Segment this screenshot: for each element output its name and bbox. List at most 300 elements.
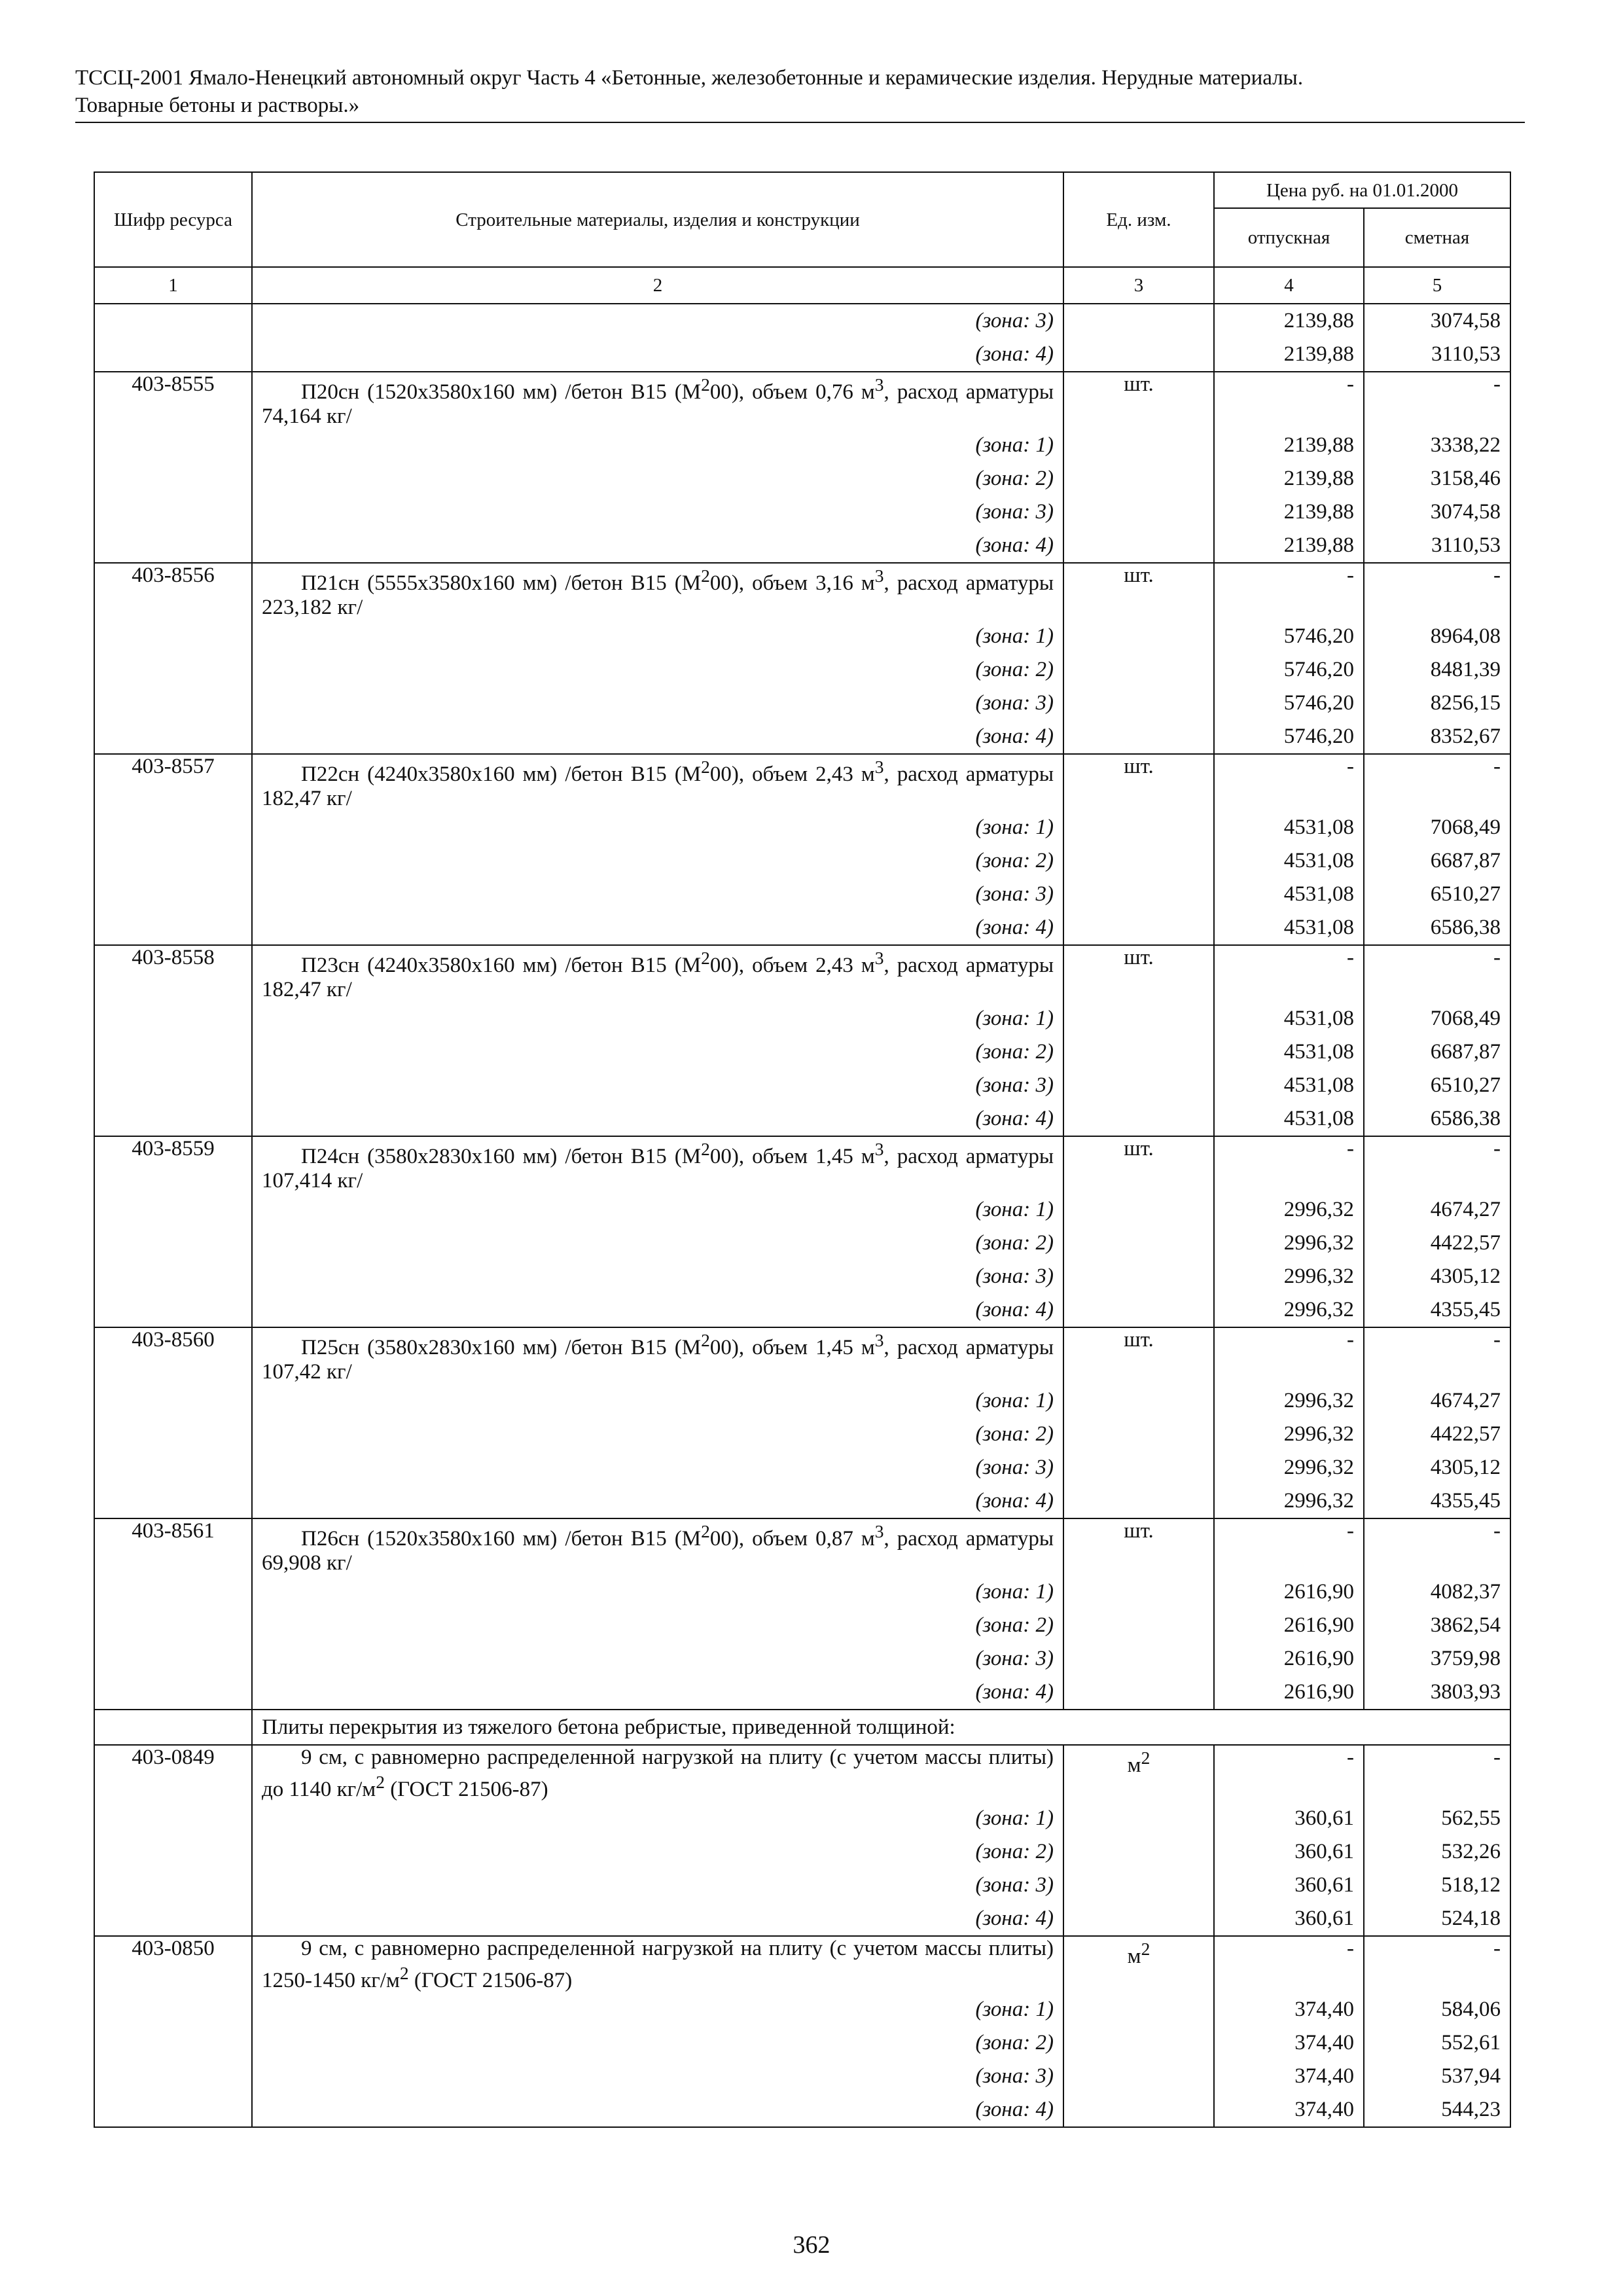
desc-part: (ГОСТ 21506-87) [384,1778,548,1801]
superscript: 2 [701,757,710,777]
estimate-price: 3862,54 [1364,1609,1510,1642]
unit-of-measure [1063,372,1214,429]
zone-label: (зона: 4) [252,1902,1063,1936]
wholesale-price: 2616,90 [1214,1609,1364,1642]
desc-part: , расход арматуры 107,42 кг/ [262,1336,1054,1384]
wholesale-price: 4531,08 [1214,878,1364,911]
code-cell-empty [94,1993,252,2026]
estimate-price: - [1364,372,1510,429]
zone-row [94,1802,1510,1835]
unit-cell-empty [1063,1227,1214,1260]
header-line-1: ТССЦ-2001 Ямало-Ненецкий автономный округ Часть 4 «Бетонные, железобетонные и керамические изделия. Нерудные материалы. [75,66,1304,90]
zone-label: (зона: 4) [252,529,1063,563]
zone-row [94,1451,1510,1484]
zone-label: (зона: 2) [252,462,1063,495]
unit-of-measure [1063,945,1214,1002]
unit-cell-empty [1063,1609,1214,1642]
code-cell-empty [94,1835,252,1869]
zone-row [94,720,1510,754]
wholesale-price: 360,61 [1214,1869,1364,1902]
estimate-price: 4305,12 [1364,1451,1510,1484]
zone-row [94,2026,1510,2060]
unit-of-measure [1063,1936,1214,1993]
resource-row [94,1518,1510,1575]
zone-label: (зона: 2) [252,1418,1063,1451]
price-table-body [94,304,1510,2127]
superscript: 3 [874,757,884,777]
zone-label: (зона: 2) [252,1835,1063,1869]
unit-cell-empty [1063,1384,1214,1418]
zone-row [94,1609,1510,1642]
code-cell-empty [94,844,252,878]
zone-label: (зона: 2) [252,653,1063,687]
zone-label: (зона: 4) [252,2093,1063,2127]
superscript: 3 [874,374,884,395]
wholesale-price: - [1214,1745,1364,1802]
zone-label: (зона: 1) [252,811,1063,844]
unit-cell-empty [1063,338,1214,372]
wholesale-price: - [1214,372,1364,429]
desc-part: 00), объем 0,87 м [709,1527,875,1551]
zone-label: (зона: 1) [252,620,1063,653]
estimate-price: 8352,67 [1364,720,1510,754]
wholesale-price: 360,61 [1214,1902,1364,1936]
estimate-price: 532,26 [1364,1835,1510,1869]
wholesale-price: 2996,32 [1214,1227,1364,1260]
desc-part: , расход арматуры 182,47 кг/ [262,762,1054,810]
unit-cell-empty [1063,1035,1214,1069]
estimate-price: - [1364,1518,1510,1575]
unit-cell-empty [1063,495,1214,529]
wholesale-price: 4531,08 [1214,1035,1364,1069]
zone-row [94,1193,1510,1227]
wholesale-price: 2139,88 [1214,338,1364,372]
unit-cell-empty [1063,1002,1214,1035]
code-cell-empty [94,304,252,338]
code-cell-empty [94,429,252,462]
col-head-price-group: Цена руб. на 01.01.2000 [1214,172,1510,208]
wholesale-price: 374,40 [1214,2093,1364,2127]
zone-label: (зона: 3) [252,1260,1063,1293]
col-number: 5 [1364,267,1510,304]
resource-code: 403-8558 [94,945,252,1002]
unit-of-measure [1063,1136,1214,1193]
estimate-price: 7068,49 [1364,1002,1510,1035]
zone-row [94,1418,1510,1451]
wholesale-price: 2139,88 [1214,429,1364,462]
wholesale-price: 2139,88 [1214,495,1364,529]
zone-label: (зона: 1) [252,1802,1063,1835]
wholesale-price: 4531,08 [1214,1102,1364,1136]
code-cell-empty [94,529,252,563]
estimate-price: 4422,57 [1364,1227,1510,1260]
zone-label: (зона: 3) [252,1069,1063,1102]
code-cell-empty [94,495,252,529]
code-cell-empty [94,1418,252,1451]
estimate-price: 4355,45 [1364,1484,1510,1518]
unit-cell-empty [1063,911,1214,945]
unit-text: шт. [1124,1137,1154,1160]
resource-code: 403-8559 [94,1136,252,1193]
zone-label: (зона: 3) [252,304,1063,338]
col-head-unit: Ед. изм. [1063,172,1214,267]
unit-cell-empty [1063,2093,1214,2127]
desc-part: 00), объем 1,45 м [709,1145,875,1168]
estimate-price: 4422,57 [1364,1418,1510,1451]
code-cell-empty [94,1293,252,1327]
unit-cell-empty [1063,529,1214,563]
unit-cell-empty [1063,1451,1214,1484]
code-cell-empty [94,1227,252,1260]
estimate-price: 3110,53 [1364,338,1510,372]
wholesale-price: 4531,08 [1214,1002,1364,1035]
code-cell-empty [94,653,252,687]
zone-row [94,1575,1510,1609]
wholesale-price: - [1214,1518,1364,1575]
unit-of-measure [1063,1518,1214,1575]
zone-label: (зона: 1) [252,1384,1063,1418]
unit-cell-empty [1063,1835,1214,1869]
price-table [94,171,1511,2128]
header-line-2: Товарные бетоны и растворы.» [75,94,360,117]
zone-row [94,1835,1510,1869]
unit-text: шт. [1124,1328,1154,1352]
wholesale-price: 4531,08 [1214,811,1364,844]
estimate-price: 3759,98 [1364,1642,1510,1676]
column-number-row [94,267,1510,304]
unit-text: шт. [1124,946,1154,969]
desc-part: , расход арматуры 223,182 кг/ [262,571,1054,619]
estimate-price: 3074,58 [1364,495,1510,529]
estimate-price: 544,23 [1364,2093,1510,2127]
desc-part: 9 см, с равномерно распределенной нагрузкой на плиту (с учетом массы плиты) 1250-1450 кг/м [262,1937,1054,1992]
unit-cell-empty [1063,1676,1214,1710]
wholesale-price: 2996,32 [1214,1418,1364,1451]
superscript: 2 [701,374,710,395]
wholesale-price: 374,40 [1214,2026,1364,2060]
col-number: 4 [1214,267,1364,304]
page-number: 362 [793,2231,830,2259]
code-cell-empty [94,1642,252,1676]
wholesale-price: 2139,88 [1214,462,1364,495]
desc-part: П21сн (5555х3580х160 мм) /бетон В15 (М [301,571,702,595]
unit-cell-empty [1063,687,1214,720]
unit-text: шт. [1124,564,1154,587]
unit-cell-empty [1063,1193,1214,1227]
zone-row [94,1484,1510,1518]
unit-cell-empty [1063,2060,1214,2093]
estimate-price: 552,61 [1364,2026,1510,2060]
zone-row [94,620,1510,653]
code-cell-empty [94,462,252,495]
desc-part: П24сн (3580х2830х160 мм) /бетон В15 (М [301,1145,702,1168]
superscript: 2 [701,948,710,968]
resource-row [94,1936,1510,1993]
wholesale-price: - [1214,1936,1364,1993]
unit-cell-empty [1063,1869,1214,1902]
estimate-price: 6510,27 [1364,1069,1510,1102]
estimate-price: - [1364,1136,1510,1193]
resource-code: 403-0850 [94,1936,252,1993]
estimate-price: 4674,27 [1364,1384,1510,1418]
unit-cell-empty [1063,1575,1214,1609]
resource-description [252,1936,1063,1993]
estimate-price: 584,06 [1364,1993,1510,2026]
code-cell-empty [94,1260,252,1293]
resource-row [94,754,1510,811]
zone-label: (зона: 1) [252,429,1063,462]
unit-cell-empty [1063,1642,1214,1676]
estimate-price: - [1364,1936,1510,1993]
code-cell-empty [94,1484,252,1518]
unit-of-measure [1063,563,1214,620]
resource-row [94,1327,1510,1384]
resource-code: 403-8557 [94,754,252,811]
estimate-price: - [1364,1745,1510,1802]
estimate-price: 6687,87 [1364,1035,1510,1069]
zone-row [94,1902,1510,1936]
desc-part: , расход арматуры 182,47 кг/ [262,954,1054,1001]
superscript: 3 [874,948,884,968]
code-cell-empty [94,338,252,372]
zone-row [94,811,1510,844]
zone-row [94,878,1510,911]
zone-label: (зона: 4) [252,1102,1063,1136]
code-cell-empty [94,911,252,945]
wholesale-price: 2996,32 [1214,1193,1364,1227]
desc-part: 00), объем 2,43 м [709,954,875,977]
wholesale-price: 4531,08 [1214,844,1364,878]
zone-row [94,529,1510,563]
zone-row [94,1869,1510,1902]
wholesale-price: 2616,90 [1214,1676,1364,1710]
col-head-wholesale: отпускная [1214,208,1364,267]
zone-label: (зона: 2) [252,1035,1063,1069]
desc-part: 00), объем 2,43 м [709,762,875,786]
code-cell-empty [94,2060,252,2093]
code-cell-empty [94,1609,252,1642]
code-cell-empty [94,687,252,720]
zone-label: (зона: 3) [252,1642,1063,1676]
col-head-estimate: сметная [1364,208,1510,267]
wholesale-price: - [1214,1136,1364,1193]
code-cell-empty [94,1869,252,1902]
zone-label: (зона: 1) [252,1993,1063,2026]
zone-row [94,1002,1510,1035]
zone-row [94,2093,1510,2127]
zone-label: (зона: 3) [252,495,1063,529]
zone-label: (зона: 4) [252,911,1063,945]
zone-label: (зона: 3) [252,1869,1063,1902]
estimate-price: 4305,12 [1364,1260,1510,1293]
zone-row [94,1993,1510,2026]
estimate-price: - [1364,945,1510,1002]
resource-description [252,945,1063,1002]
resource-code: 403-0849 [94,1745,252,1802]
unit-text: шт. [1124,1519,1154,1543]
wholesale-price: - [1214,563,1364,620]
estimate-price: 8481,39 [1364,653,1510,687]
estimate-price: 6586,38 [1364,1102,1510,1136]
zone-label: (зона: 3) [252,878,1063,911]
running-header [75,64,1525,123]
code-cell-empty [94,2093,252,2127]
wholesale-price: 2996,32 [1214,1451,1364,1484]
unit-cell-empty [1063,1802,1214,1835]
unit-cell-empty [1063,1902,1214,1936]
zone-row [94,1069,1510,1102]
desc-part: 00), объем 0,76 м [709,380,875,404]
desc-part: П20сн (1520х3580х160 мм) /бетон В15 (М [301,380,702,404]
zone-label: (зона: 1) [252,1193,1063,1227]
zone-row [94,495,1510,529]
superscript: 3 [874,1521,884,1541]
unit-cell-empty [1063,720,1214,754]
superscript: 2 [399,1963,409,1983]
col-number: 3 [1063,267,1214,304]
resource-code: 403-8556 [94,563,252,620]
unit-cell-empty [1063,811,1214,844]
superscript: 2 [701,1521,710,1541]
resource-code: 403-8561 [94,1518,252,1575]
superscript: 2 [376,1772,385,1792]
zone-label: (зона: 2) [252,844,1063,878]
unit-text: шт. [1124,755,1154,778]
resource-row [94,1745,1510,1802]
estimate-price: - [1364,1327,1510,1384]
code-cell-empty [94,1575,252,1609]
code-cell-empty [94,1002,252,1035]
unit-cell-empty [1063,2026,1214,2060]
zone-row [94,429,1510,462]
estimate-price: 4355,45 [1364,1293,1510,1327]
zone-label: (зона: 2) [252,1227,1063,1260]
code-cell-empty [94,1102,252,1136]
code-cell-empty [94,1802,252,1835]
wholesale-price: 5746,20 [1214,687,1364,720]
zone-label: (зона: 4) [252,338,1063,372]
zone-row [94,1035,1510,1069]
desc-part: П25сн (3580х2830х160 мм) /бетон В15 (М [301,1336,702,1359]
unit-cell-empty [1063,304,1214,338]
zone-label: (зона: 1) [252,1002,1063,1035]
unit-cell-empty [1063,844,1214,878]
resource-row [94,372,1510,429]
wholesale-price: 2996,32 [1214,1260,1364,1293]
zone-label: (зона: 4) [252,720,1063,754]
estimate-price: 3338,22 [1364,429,1510,462]
zone-label: (зона: 4) [252,1676,1063,1710]
zone-label: (зона: 2) [252,2026,1063,2060]
code-cell-empty [94,1710,252,1745]
estimate-price: 4674,27 [1364,1193,1510,1227]
code-cell-empty [94,1384,252,1418]
estimate-price: 8964,08 [1364,620,1510,653]
code-cell-empty [94,1676,252,1710]
code-cell-empty [94,1902,252,1936]
unit-cell-empty [1063,462,1214,495]
zone-label: (зона: 3) [252,2060,1063,2093]
unit-cell-empty [1063,1069,1214,1102]
zone-row [94,304,1510,338]
unit-text: шт. [1124,372,1154,396]
wholesale-price: 2996,32 [1214,1293,1364,1327]
wholesale-price: - [1214,945,1364,1002]
unit-cell-empty [1063,878,1214,911]
zone-row [94,462,1510,495]
wholesale-price: 360,61 [1214,1835,1364,1869]
estimate-price: 537,94 [1364,2060,1510,2093]
estimate-price: 6510,27 [1364,878,1510,911]
estimate-price: 518,12 [1364,1869,1510,1902]
wholesale-price: - [1214,754,1364,811]
resource-row [94,1136,1510,1193]
superscript: 3 [874,1139,884,1159]
unit-cell-empty [1063,1993,1214,2026]
unit-cell-empty [1063,1484,1214,1518]
wholesale-price: 2616,90 [1214,1642,1364,1676]
wholesale-price: 4531,08 [1214,1069,1364,1102]
code-cell-empty [94,1035,252,1069]
wholesale-price: - [1214,1327,1364,1384]
wholesale-price: 2139,88 [1214,529,1364,563]
zone-label: (зона: 1) [252,1575,1063,1609]
zone-row [94,653,1510,687]
desc-part: , расход арматуры 74,164 кг/ [262,380,1054,428]
col-head-name: Строительные материалы, изделия и конструкции [252,172,1063,267]
desc-part: 00), объем 1,45 м [709,1336,875,1359]
zone-label: (зона: 3) [252,687,1063,720]
zone-row [94,1384,1510,1418]
wholesale-price: 4531,08 [1214,911,1364,945]
desc-part: П26сн (1520х3580х160 мм) /бетон В15 (М [301,1527,702,1551]
superscript: 2 [701,1139,710,1159]
section-title-row [94,1710,1510,1745]
col-number: 1 [94,267,252,304]
unit-text: м [1127,1753,1141,1777]
wholesale-price: 360,61 [1214,1802,1364,1835]
wholesale-price: 374,40 [1214,1993,1364,2026]
estimate-price: - [1364,563,1510,620]
zone-label: (зона: 3) [252,1451,1063,1484]
estimate-price: 3110,53 [1364,529,1510,563]
code-cell-empty [94,620,252,653]
unit-cell-empty [1063,1260,1214,1293]
zone-row [94,1260,1510,1293]
wholesale-price: 2616,90 [1214,1575,1364,1609]
zone-label: (зона: 4) [252,1484,1063,1518]
zone-row [94,2060,1510,2093]
resource-description [252,1136,1063,1193]
code-cell-empty [94,2026,252,2060]
estimate-price: 524,18 [1364,1902,1510,1936]
code-cell-empty [94,1193,252,1227]
unit-cell-empty [1063,1293,1214,1327]
resource-description [252,754,1063,811]
desc-part: 00), объем 3,16 м [709,571,875,595]
code-cell-empty [94,811,252,844]
desc-part: П23сн (4240х3580х160 мм) /бетон В15 (М [301,954,702,977]
unit-of-measure [1063,754,1214,811]
estimate-price: 7068,49 [1364,811,1510,844]
superscript: 2 [701,565,710,586]
resource-row [94,945,1510,1002]
zone-label: (зона: 4) [252,1293,1063,1327]
desc-part: 9 см, с равномерно распределенной нагрузкой на плиту (с учетом массы плиты) до 1140 кг/м [262,1746,1054,1801]
unit-of-measure [1063,1745,1214,1802]
wholesale-price: 5746,20 [1214,653,1364,687]
superscript: 3 [874,565,884,586]
